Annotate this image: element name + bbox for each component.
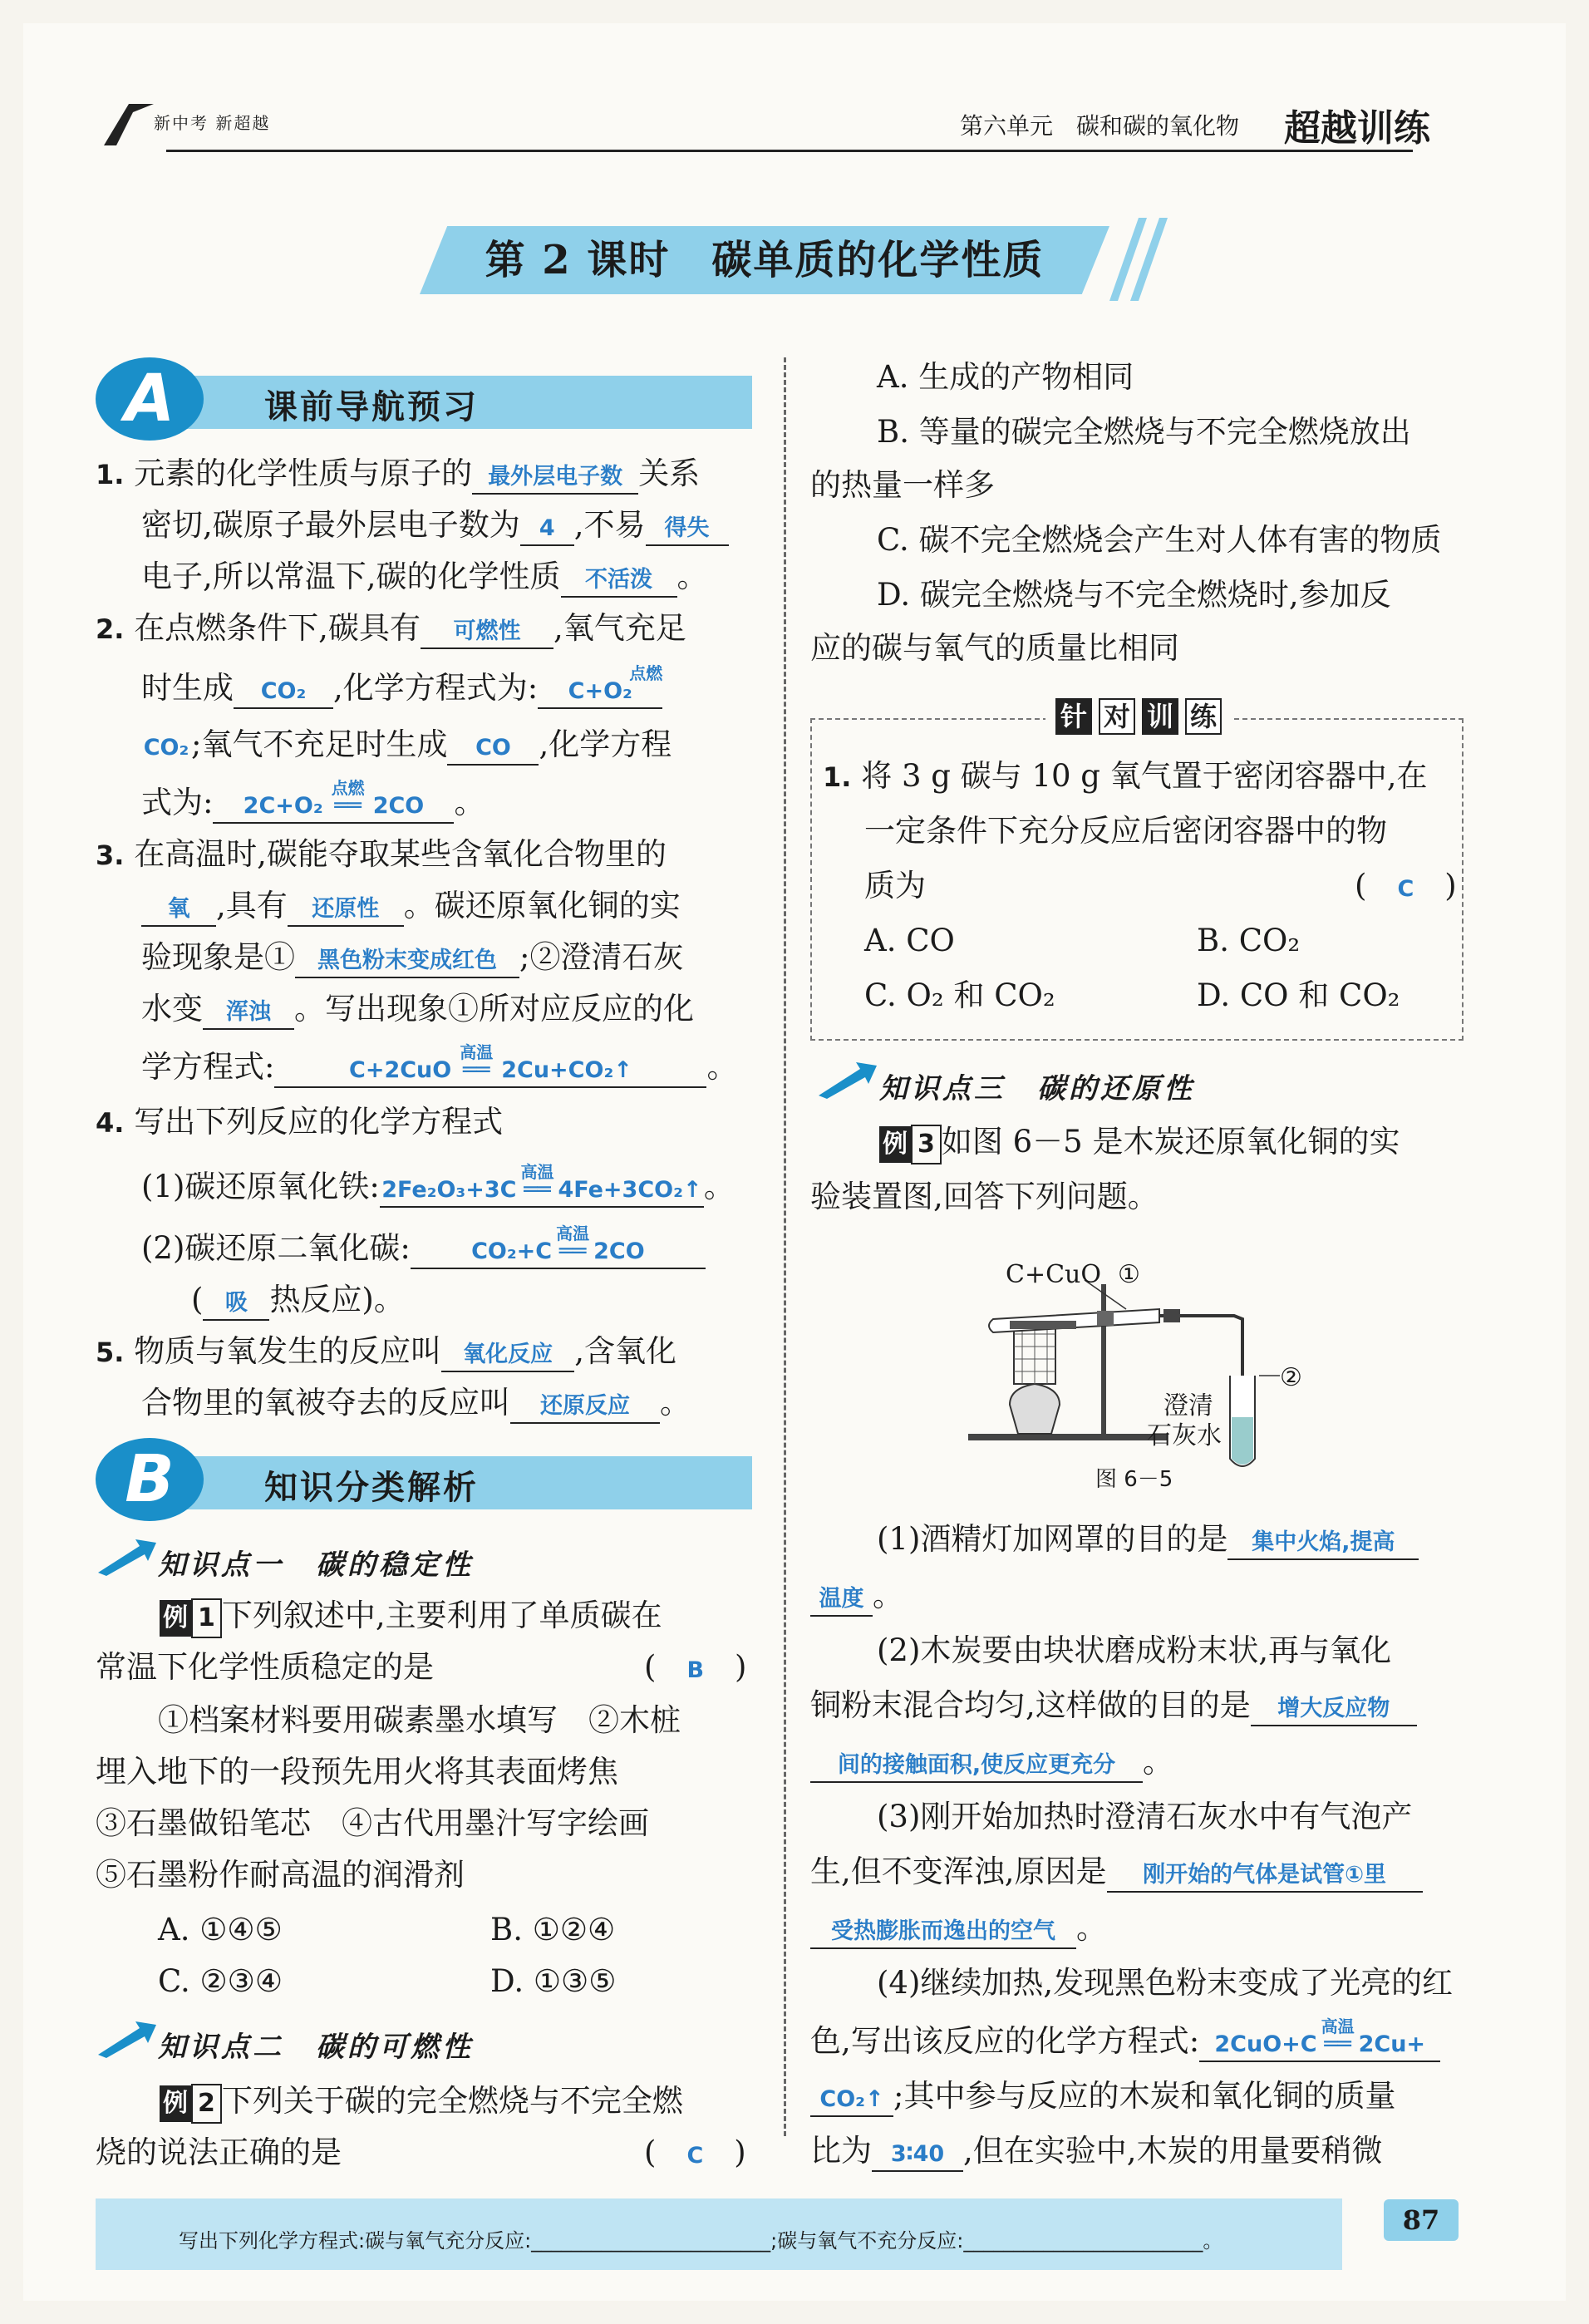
q3-answer4: 浑浊 [203,997,294,1030]
fig-mark-2: ② [1280,1363,1302,1392]
lesson-title: 第 2 课时 碳单质的化学性质 [485,237,1045,283]
q5-answer2: 还原反应 [510,1391,660,1424]
q5-line2: 合物里的氧被夺去的反应叫 还原反应 。 [141,1385,691,1424]
ex3-s2-line3: 间的接触面积,使反应更充分 。 [810,1744,1173,1783]
training-line3: 质为 [864,868,926,904]
ex2-option-c: C. 碳不完全燃烧会产生对人体有害的物质 [877,522,1442,558]
ex3-s4-line1: (4)继续加热,发现黑色粉末变成了光亮的红 [877,1965,1454,2001]
q4-equation1: 2Fe₂O₃+3C 高温 ══ 4Fe+3CO₂↑ [380,1174,704,1208]
training-option-b: B. CO₂ [1197,923,1301,958]
q3-answer3: 黑色粉末变成红色 [295,945,519,978]
header-brand: 超越训练 [1284,107,1430,150]
q1-answer2: 4 [520,513,574,546]
q3-line5: 学方程式: C+2CuO 高温 ══ 2Cu+CO₂↑ 。 [141,1049,737,1088]
header-series: 新中考 新超越 [154,113,271,133]
ex2-line2: 烧的说法正确的是 [96,2134,342,2170]
q4-answer3: 吸 [203,1288,269,1321]
training-option-c: C. O₂ 和 CO₂ [864,977,1055,1013]
q2-answer2: CO₂ [234,676,333,709]
q3-line1: 3. 在高温时,碳能夺取某些含氧化合物里的 [96,836,667,872]
q3-line3: 验现象是① 黑色粉末变成红色 ;②澄清石灰 [141,939,683,978]
q3-line4: 水变 浑浊 。写出现象①所对应反应的化 [141,991,694,1030]
q4-line1: 4. 写出下列反应的化学方程式 [96,1104,504,1140]
fig-mark-1: ① [1118,1260,1140,1289]
ex2-option-b1: B. 等量的碳完全燃烧与不完全燃烧放出 [877,414,1411,450]
q2-line4: 式为: 2C+O₂ 点燃 ══ 2CO 。 [141,785,485,824]
q4-sub3: ( 吸 热反应)。 [191,1282,405,1321]
ex3-s2-line1: (2)木炭要由块状磨成粉末状,再与氧化 [877,1632,1392,1668]
ex3-s4-line2: 色,写出该反应的化学方程式: 2CuO+C 高温 ══ 2Cu+ [810,2023,1440,2062]
ex1-line6: ⑤石墨粉作耐高温的润滑剂 [96,1857,465,1893]
training-line1: 1. 将 3 g 碳与 10 g 氧气置于密闭容器中,在 [823,758,1428,794]
q3-answer1: 氧 [141,894,216,927]
training-line2: 一定条件下充分反应后密闭容器中的物 [864,813,1387,849]
training-title: 针 对 训 练 [1045,698,1232,736]
q3-equation: C+2CuO 高温 ══ 2Cu+CO₂↑ [274,1055,706,1088]
ex1-option-d: D. ①③⑤ [490,1963,617,1999]
ex1-line4: 埋入地下的一段预先用火将其表面烤焦 [96,1754,618,1790]
ex3-s4-line3: CO₂↑ ;其中参与反应的木炭和氧化铜的质量 [810,2078,1395,2117]
ex2-option-a: A. 生成的产物相同 [877,359,1134,395]
q2-answer1: 可燃性 [421,616,553,649]
q3-line2: 氧 ,具有 还原性 。碳还原氧化铜的实 [141,888,681,927]
ex1-option-b: B. ①②④ [490,1912,616,1947]
header-rule [166,150,1413,152]
q2-equation1-left: C+O₂ 点燃 [538,676,662,709]
column-divider [784,357,788,2136]
ex3-s3-line2: 生,但不变浑浊,原因是 刚开始的气体是试管①里 [810,1854,1423,1893]
training-answer: ( C ) [1355,868,1457,904]
fig-label-reactants: C+CuO [1006,1260,1101,1289]
fig-lime-label2: 石灰水 [1147,1421,1222,1450]
ex3-line2: 验装置图,回答下列问题。 [810,1179,1159,1214]
ex3-s4-line4: 比为 3∶40 ,但在实验中,木炭的用量要稍微 [810,2133,1383,2172]
q2-line2: 时生成 CO₂ ,化学方程式为: C+O₂ 点燃 [141,670,662,709]
q1-line2: 密切,碳原子最外层电子数为 4 ,不易 得失 [141,507,729,546]
ex3-s3-line3: 受热膨胀而逸出的空气 。 [810,1910,1107,1949]
training-option-d: D. CO 和 CO₂ [1197,977,1400,1013]
kp1-arrow-icon [98,1539,156,1576]
q2-equation2: 2C+O₂ 点燃 ══ 2CO [213,790,454,824]
kp2-arrow-icon [98,2021,156,2058]
page-number: 87 [1384,2199,1459,2241]
q4-sub2: (2)碳还原二氧化碳: CO₂+C 高温 ══ 2CO [141,1230,706,1269]
q2-line3: CO₂;氧气不充足时生成 CO ,化学方程 [141,726,672,766]
ex1-line3: ①档案材料要用碳素墨水填写 ②木桩 [158,1702,681,1738]
section-a-title: 课前导航预习 [264,388,479,426]
kp2-title: 知识点二 碳的可燃性 [158,2031,474,2064]
ex1-line2: 常温下化学性质稳定的是 [96,1649,434,1685]
q1-line3: 电子,所以常温下,碳的化学性质 不活泼 。 [141,559,708,598]
training-option-a: A. CO [864,923,955,958]
q1-answer1: 最外层电子数 [472,461,638,495]
ex1-line1: 例 1 下列叙述中,主要利用了单质碳在 [160,1598,662,1638]
q2-line1: 2. 在点燃条件下,碳具有 可燃性 ,氧气充足 [96,610,686,649]
ex2-option-d2: 应的碳与氧气的质量比相同 [810,630,1179,666]
q2-equation1-right: CO₂ [143,735,189,761]
kp3-arrow-icon [819,1062,877,1099]
footer-exercise-text: 写出下列化学方程式:碳与氧气充分反应:________________________;碳与氧气不充分反应:________________________。 [179,2229,1223,2253]
q5-answer1: 氧化反应 [441,1339,574,1372]
kp3-title: 知识点三 碳的还原性 [879,1072,1195,1105]
ex3-s3-line1: (3)刚开始加热时澄清石灰水中有气泡产 [877,1799,1413,1834]
section-a-letter: A [96,357,204,441]
ex2-line1: 例 2 下列关于碳的完全燃烧与不完全燃 [160,2083,683,2124]
ex2-option-d1: D. 碳完全燃烧与不完全燃烧时,参加反 [877,577,1391,613]
kp1-title: 知识点一 碳的稳定性 [158,1549,474,1582]
ex3-s1-line2: 温度 。 [810,1578,903,1617]
ex3-line1: 例 3 如图 6－5 是木炭还原氧化铜的实 [879,1124,1400,1164]
ex2-answer: ( C ) [644,2134,746,2170]
q2-answer4: CO [447,732,539,766]
q1-line1: 1. 元素的化学性质与原子的 最外层电子数 关系 [96,455,700,495]
q5-line1: 5. 物质与氧发生的反应叫 氧化反应 ,含氧化 [96,1333,676,1372]
q3-answer2: 还原性 [288,894,404,927]
q4-sub1: (1)碳还原氧化铁:2Fe₂O₃+3C 高温 ══ 4Fe+3CO₂↑。 [141,1169,735,1208]
q1-answer4: 不活泼 [561,564,677,598]
q4-equation2: CO₂+C 高温 ══ 2CO [411,1236,706,1269]
ex1-line5: ③石墨做铅笔芯 ④古代用墨汁写字绘画 [96,1805,649,1841]
ex3-s2-line2: 铜粉末混合均匀,这样做的目的是 增大反应物 [810,1687,1417,1726]
ex1-option-a: A. ①④⑤ [158,1912,283,1947]
section-b-title: 知识分类解析 [264,1469,479,1507]
section-b-letter: B [96,1438,204,1521]
ex1-answer: ( B ) [644,1649,747,1685]
ex2-option-b2: 的热量一样多 [810,467,995,503]
fig-lime-label1: 澄清 [1163,1391,1213,1420]
ex3-s1-line1: (1)酒精灯加网罩的目的是 集中火焰,提高 [877,1521,1419,1560]
ex1-option-c: C. ②③④ [158,1963,283,1999]
logo-arrow-icon [100,96,158,154]
fig-caption: 图 6－5 [1095,1467,1173,1492]
header-unit: 第六单元 碳和碳的氧化物 [960,112,1240,140]
q1-answer3: 得失 [646,513,729,546]
